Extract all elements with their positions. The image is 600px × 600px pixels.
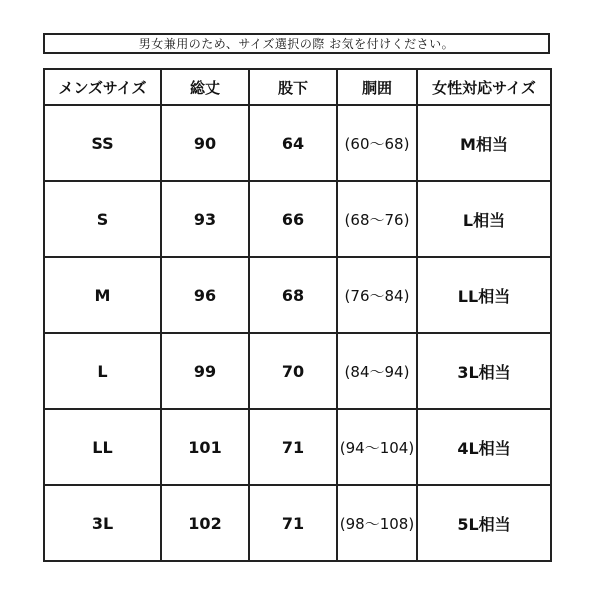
cell-inseam: 68 — [249, 257, 337, 333]
cell-inseam: 64 — [249, 105, 337, 181]
cell-mens-size: L — [44, 333, 161, 409]
table-row — [44, 485, 551, 561]
cell-mens-size: 3L — [44, 485, 161, 561]
table-row — [44, 333, 551, 409]
cell-mens-size: SS — [44, 105, 161, 181]
header-inseam: 股下 — [249, 69, 337, 105]
size-notice — [43, 33, 550, 54]
cell-waist: (84〜94) — [337, 333, 417, 409]
cell-inseam: 66 — [249, 181, 337, 257]
cell-mens-size: LL — [44, 409, 161, 485]
table-row — [44, 181, 551, 257]
table-row — [44, 105, 551, 181]
cell-total-length: 93 — [161, 181, 249, 257]
header-total-length: 総丈 — [161, 69, 249, 105]
cell-total-length: 101 — [161, 409, 249, 485]
table-row — [44, 257, 551, 333]
table-row — [44, 409, 551, 485]
table-header-row — [44, 69, 551, 105]
cell-womens-size: 5L相当 — [417, 485, 551, 561]
cell-total-length: 96 — [161, 257, 249, 333]
cell-womens-size: M相当 — [417, 105, 551, 181]
cell-waist: (98〜108) — [337, 485, 417, 561]
cell-womens-size: LL相当 — [417, 257, 551, 333]
size-chart-table — [43, 68, 552, 562]
header-womens-size: 女性対応サイズ — [417, 69, 551, 105]
header-mens-size: メンズサイズ — [44, 69, 161, 105]
cell-mens-size: S — [44, 181, 161, 257]
cell-total-length: 99 — [161, 333, 249, 409]
cell-womens-size: 3L相当 — [417, 333, 551, 409]
cell-womens-size: 4L相当 — [417, 409, 551, 485]
cell-waist: (68〜76) — [337, 181, 417, 257]
cell-total-length: 90 — [161, 105, 249, 181]
size-notice-text: 男女兼用のため、サイズ選択の際 お気を付けください。 — [138, 37, 455, 51]
cell-mens-size: M — [44, 257, 161, 333]
cell-waist: (60〜68) — [337, 105, 417, 181]
cell-inseam: 71 — [249, 485, 337, 561]
cell-waist: (76〜84) — [337, 257, 417, 333]
cell-total-length: 102 — [161, 485, 249, 561]
cell-inseam: 70 — [249, 333, 337, 409]
cell-inseam: 71 — [249, 409, 337, 485]
cell-womens-size: L相当 — [417, 181, 551, 257]
header-waist: 胴囲 — [337, 69, 417, 105]
cell-waist: (94〜104) — [337, 409, 417, 485]
